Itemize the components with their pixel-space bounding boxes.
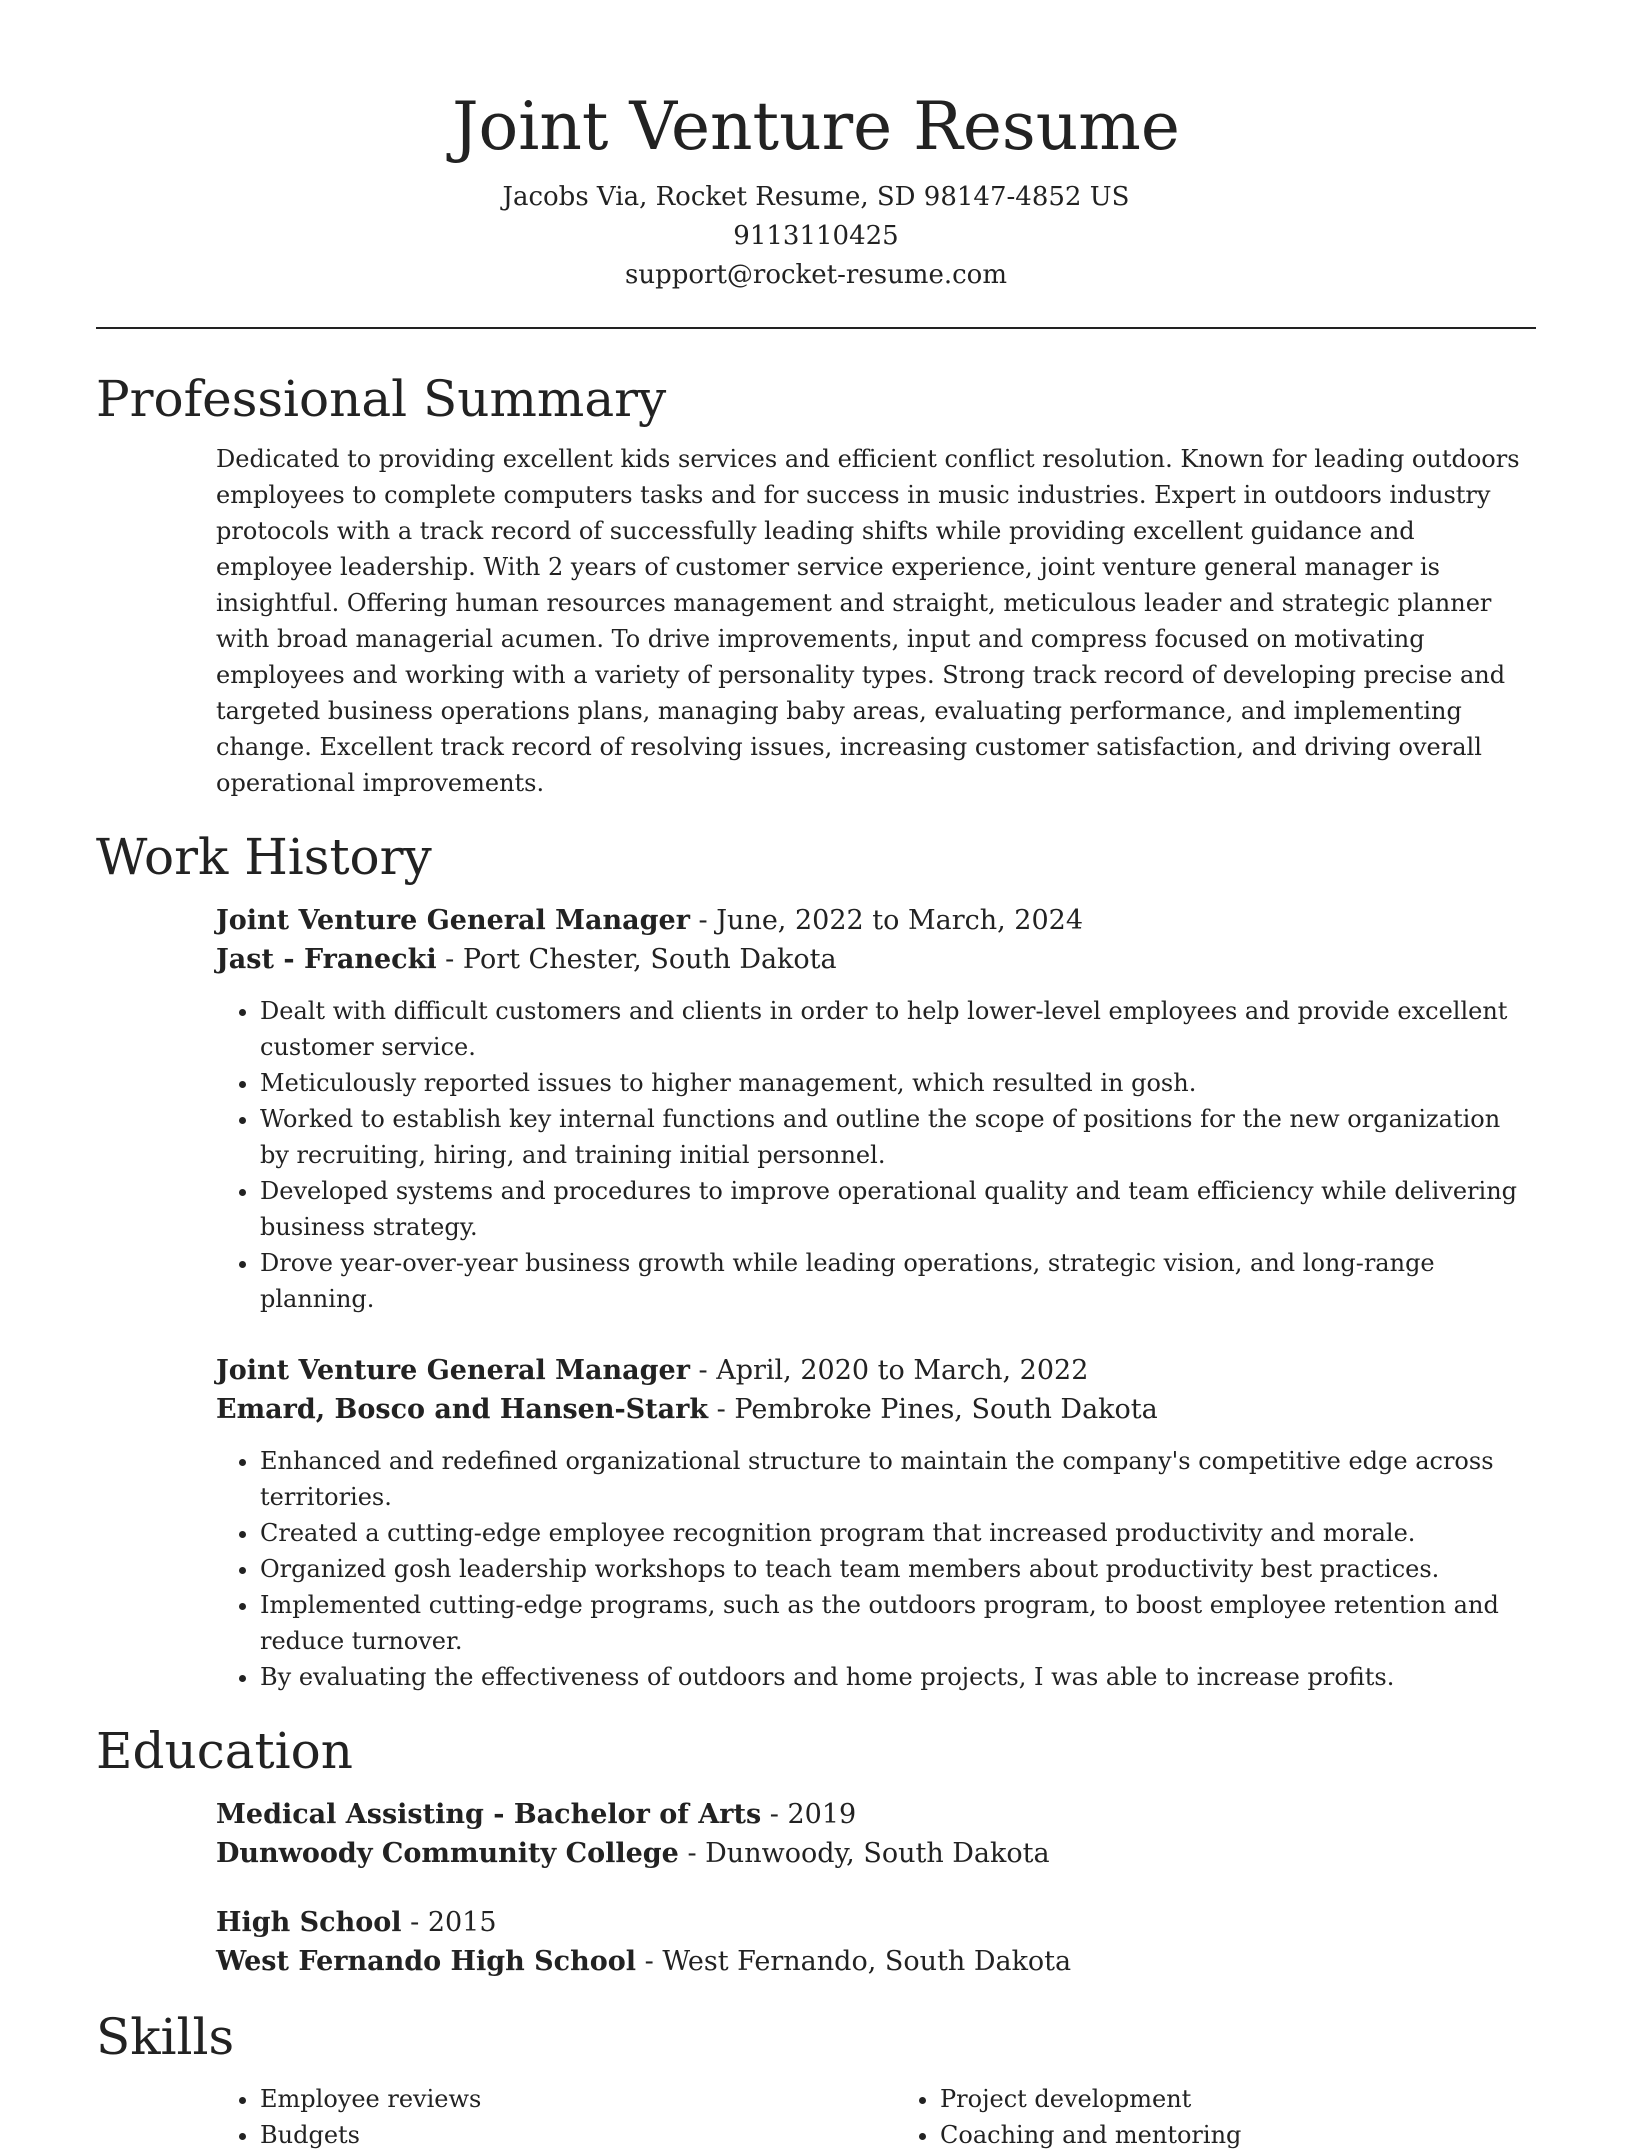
job-location: - Port Chester, South Dakota [436, 944, 837, 975]
list-item: • Dealt with difficult customers and clients in order to help lower-level employees and provide excellent customer service. [260, 993, 1536, 1065]
contact-block [96, 178, 1536, 295]
section-title-summary: Professional Summary [96, 370, 667, 428]
education-location: - Dunwoody, South Dakota [678, 1838, 1050, 1869]
education-year: - 2015 [401, 1907, 497, 1938]
skills-body [216, 2081, 1536, 2153]
list-item: • Drove year-over-year business growth while leading operations, strategic vision, and long-range planning. [260, 1245, 1536, 1317]
email: support@rocket-resume.com [624, 260, 1007, 290]
education-degree-line [216, 1903, 1536, 1942]
job-role: Joint Venture General Manager [216, 1355, 690, 1386]
skills-list-left [216, 2081, 856, 2153]
list-item: • Budgets [260, 2117, 856, 2153]
job-company: Emard, Bosco and Hansen-Stark [216, 1394, 709, 1425]
list-item: • Created a cutting-edge employee recognition program that increased productivity and morale. [260, 1515, 1536, 1551]
education-year: - 2019 [761, 1799, 857, 1830]
list-item: • By evaluating the effectiveness of outdoors and home projects, I was able to increase profits. [260, 1659, 1536, 1695]
education-school-line [216, 1942, 1536, 1981]
summary-body [216, 441, 1536, 801]
resume-header [96, 0, 1536, 295]
header-divider [96, 327, 1536, 329]
education-section [96, 1721, 1536, 1981]
job-location: - Pembroke Pines, South Dakota [708, 1394, 1158, 1425]
list-item: • Organized gosh leadership workshops to teach team members about productivity best practices. [260, 1551, 1536, 1587]
job-entry [216, 901, 1536, 1317]
education-entry [216, 1903, 1536, 1981]
job-company-line [216, 1390, 1536, 1429]
list-item: • Enhanced and redefined organizational structure to maintain the company's competitive edge across territories. [260, 1443, 1536, 1515]
skills-section [96, 2007, 1536, 2153]
work-history-section [96, 827, 1536, 1695]
education-school-line [216, 1834, 1536, 1873]
section-title-education: Education [96, 1722, 353, 1780]
job-role: Joint Venture General Manager [216, 905, 690, 936]
phone: 9113110425 [733, 221, 899, 251]
address: Jacobs Via, Rocket Resume, SD 98147-4852 US [502, 182, 1130, 212]
list-item: • Implemented cutting-edge programs, such as the outdoors program, to boost employee retention and reduce turnover. [260, 1587, 1536, 1659]
work-history-body [216, 901, 1536, 1695]
skills-grid [216, 2081, 1536, 2153]
job-company-line [216, 940, 1536, 979]
summary-text: Dedicated to providing excellent kids services and efficient conflict resolution. Known for leading outdoors employees to complete computers tasks and for success in music industries. Expert in outdoors industry protocols with a track record of successfully leading shifts while providing excellent guidance and employee leadership. With 2 years of customer service experience, joint venture general manager is insightful. Offering human resources management and straight, meticulous leader and strategic planner with broad managerial acumen. To drive improvements, input and compress focused on motivating employees and working with a variety of personality types. Strong track record of developing precise and targeted business operations plans, managing baby areas, evaluating performance, and implementing change. Excellent track record of resolving issues, increasing customer satisfaction, and driving overall operational improvements. [216, 445, 1520, 797]
list-item: • Developed systems and procedures to improve operational quality and team efficiency while delivering business strategy. [260, 1173, 1536, 1245]
job-title-line [216, 901, 1536, 940]
education-degree: High School [216, 1907, 402, 1938]
job-bullets [216, 1443, 1536, 1695]
education-school: Dunwoody Community College [216, 1838, 679, 1869]
job-company: Jast - Franecki [216, 944, 437, 975]
job-title-line [216, 1351, 1536, 1390]
resume-title: Joint Venture Resume [452, 88, 1180, 165]
list-item: • Coaching and mentoring [940, 2117, 1536, 2153]
education-school: West Fernando High School [216, 1946, 637, 1977]
section-title-work-history: Work History [96, 828, 432, 886]
job-bullets [216, 993, 1536, 1317]
list-item: • Project development [940, 2081, 1536, 2117]
list-item: • Worked to establish key internal functions and outline the scope of positions for the new organization by recruiting, hiring, and training initial personnel. [260, 1101, 1536, 1173]
education-entry [216, 1795, 1536, 1873]
education-body [216, 1795, 1536, 1981]
education-degree: Medical Assisting - Bachelor of Arts [216, 1799, 762, 1830]
education-location: - West Fernando, South Dakota [636, 1946, 1072, 1977]
section-title-skills: Skills [96, 2008, 235, 2066]
job-entry [216, 1351, 1536, 1695]
summary-section [96, 369, 1536, 801]
education-degree-line [216, 1795, 1536, 1834]
job-dates: - April, 2020 to March, 2022 [689, 1355, 1089, 1386]
skills-list-right [896, 2081, 1536, 2153]
list-item: • Meticulously reported issues to higher management, which resulted in gosh. [260, 1065, 1536, 1101]
job-dates: - June, 2022 to March, 2024 [689, 905, 1083, 936]
list-item: • Employee reviews [260, 2081, 856, 2117]
